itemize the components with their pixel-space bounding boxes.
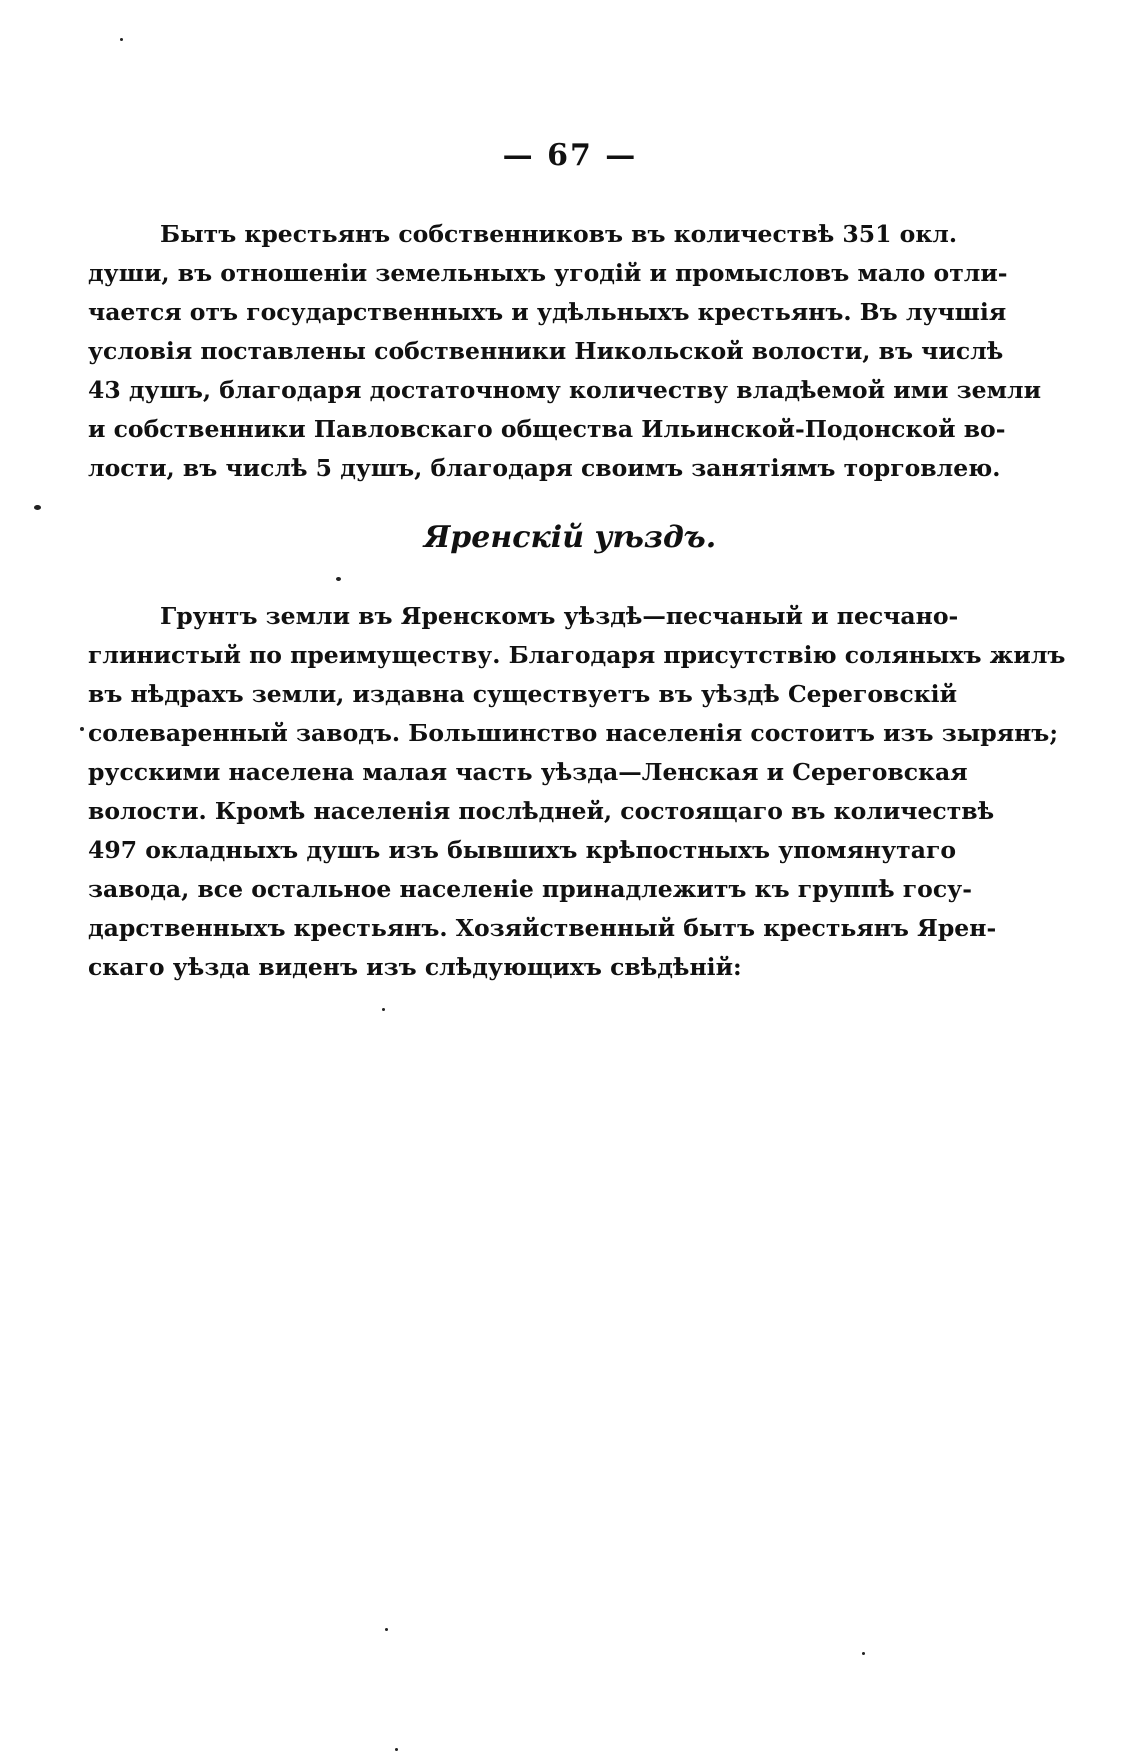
scan-speck — [34, 505, 41, 510]
text-line: волости. Кромѣ населенія послѣдней, состоящаго въ количествѣ — [88, 797, 995, 825]
text-line: 43 душъ, благодаря достаточному количеству владѣемой ими земли — [88, 376, 1042, 404]
section-heading: Яренскій уѣздъ. — [423, 520, 717, 555]
text-line: глинистый по преимуществу. Благодаря присутствію соляныхъ жилъ — [88, 641, 1066, 669]
page-number: — 67 — — [502, 138, 638, 173]
text-line: дарственныхъ крестьянъ. Хозяйственный бытъ крестьянъ Ярен- — [88, 914, 997, 942]
text-line: условія поставлены собственники Никольской волости, въ числѣ — [88, 337, 1004, 365]
text-line: въ нѣдрахъ земли, издавна существуетъ въ уѣздѣ Сереговскій — [88, 680, 958, 708]
text-line: солеваренный заводъ. Большинство населенія состоитъ изъ зырянъ; — [88, 719, 1058, 747]
text-line: Бытъ крестьянъ собственниковъ въ количествѣ 351 окл. — [160, 220, 958, 248]
text-line: Грунтъ земли въ Яренскомъ уѣздѣ—песчаный и песчано- — [160, 602, 959, 630]
scan-speck — [395, 1748, 398, 1751]
scan-speck — [336, 577, 341, 581]
text-line: чается отъ государственныхъ и удѣльныхъ крестьянъ. Въ лучшія — [88, 298, 1007, 326]
text-line: 497 окладныхъ душъ изъ бывшихъ крѣпостныхъ упомянутаго — [88, 836, 957, 864]
text-line: лости, въ числѣ 5 душъ, благодаря своимъ занятіямъ торговлею. — [88, 454, 1001, 482]
text-line: и собственники Павловскаго общества Ильинской-Подонской во- — [88, 415, 1006, 443]
scan-speck — [120, 38, 123, 41]
text-line: русскими населена малая часть уѣзда—Ленская и Сереговская — [88, 758, 968, 786]
scan-speck — [385, 1628, 388, 1631]
text-line: скаго уѣзда виденъ изъ слѣдующихъ свѣдѣній: — [88, 953, 742, 981]
scan-speck — [862, 1652, 865, 1655]
text-line: души, въ отношеніи земельныхъ угодій и промысловъ мало отли- — [88, 259, 1008, 287]
scan-speck — [382, 1008, 385, 1011]
text-line: завода, все остальное населеніе принадлежитъ къ группѣ госу- — [88, 875, 972, 903]
scan-speck — [80, 727, 84, 731]
